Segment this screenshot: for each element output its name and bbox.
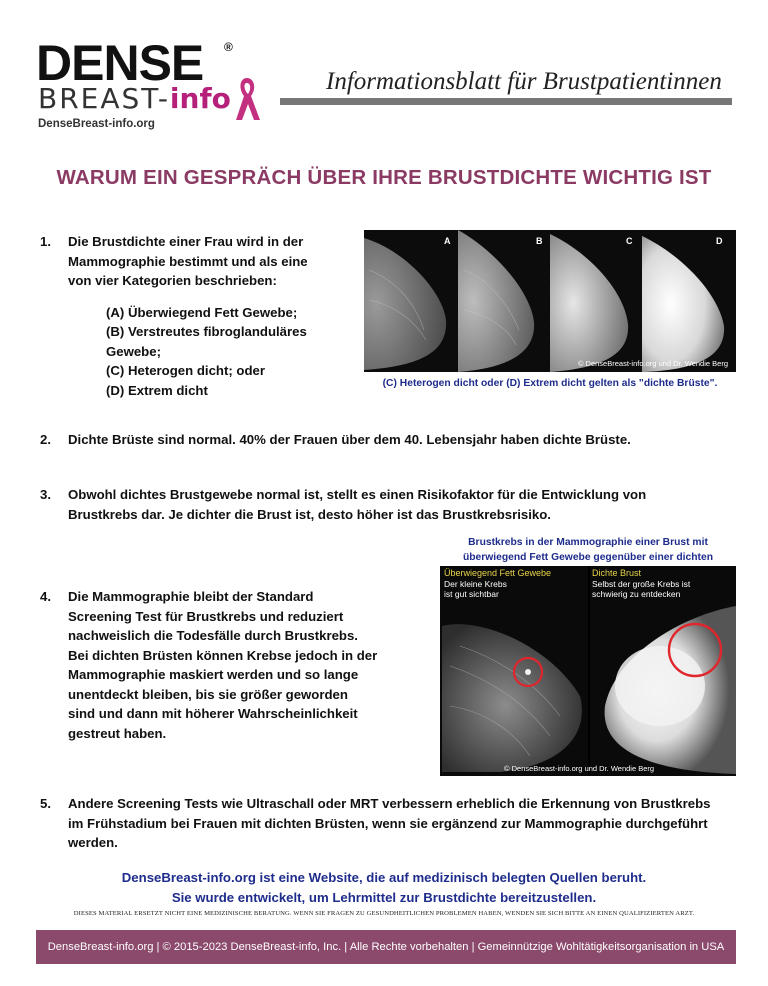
density-categories-image (364, 230, 736, 372)
item-line: werden. (68, 835, 118, 850)
item-number: 3. (40, 487, 51, 502)
density-image-caption: (C) Heterogen dicht oder (D) Extrem dicht gelten als "dichte Brüste". (382, 378, 718, 389)
list-item-1 (40, 232, 360, 400)
fatty-breast-label: Überwiegend Fett Gewebe (444, 568, 552, 578)
header-divider-bar (280, 98, 732, 105)
item-line: von vier Kategorien beschrieben: (68, 273, 277, 288)
header-title: Informationsblatt für Brustpatientinnen (326, 68, 722, 95)
item-line: Die Mammographie bleibt der Standard (68, 589, 314, 604)
item-line: Screening Test für Brustkrebs und reduziert (68, 608, 344, 624)
logo-breast-text (38, 84, 231, 114)
page-header (0, 0, 768, 140)
cancer-comparison-image (440, 566, 736, 776)
item-line: Brustkrebs dar. Je dichter die Brust ist, desto höher ist das Brustkrebsrisiko. (68, 506, 551, 522)
item-line: gestreut haben. (68, 725, 167, 741)
logo-info-word: info (169, 82, 231, 115)
fatty-breast-sub1: Der kleine Krebs (444, 579, 507, 589)
density-label-b: B (536, 236, 543, 246)
item-line: Obwohl dichtes Brustgewebe normal ist, stellt es einen Risikofaktor für die Entwicklung von (68, 487, 647, 502)
list-item-5 (40, 794, 740, 853)
item-number: 4. (40, 589, 51, 604)
density-label-c: C (626, 236, 633, 246)
main-title: WARUM EIN GESPRÄCH ÜBER IHRE BRUSTDICHTE WICHTIG IST (56, 166, 712, 189)
item-line: im Frühstadium bei Frauen mit dichten Brüsten, wenn sie ergänzend zur Mammographie durchgeführt (68, 815, 708, 831)
list-item-3 (40, 485, 740, 524)
densebreast-logo[interactable] (36, 35, 276, 134)
item-number: 5. (40, 796, 51, 811)
medical-disclaimer: DIESES MATERIAL ERSETZT NICHT EINE MEDIZINISCHE BERATUNG. WENN SIE FRAGEN ZU GESUNDHEITLICHEN PROBLEMEN HABEN, WENDEN SIE SICH BITTE AN EINEN QUALIFIZIERTEN ARZT. (73, 910, 695, 917)
dense-breast-sub2: schwierig zu entdecken (592, 589, 681, 599)
dense-breast-label: Dichte Brust (592, 568, 642, 578)
pink-ribbon-icon (232, 74, 262, 124)
density-label-a: A (444, 236, 451, 246)
item-line: Andere Screening Tests wie Ultraschall oder MRT verbessern erheblich die Erkennung von Brustkrebs (68, 796, 711, 811)
category-d: (D) Extrem dicht (106, 382, 208, 398)
item-line: unentdeckt bleiben, bis sie größer geworden (68, 686, 348, 702)
logo-dense-text: DENSE (36, 35, 204, 91)
list-item-4 (40, 587, 440, 743)
website-note-line1: DenseBreast-info.org ist eine Website, die auf medizinisch belegten Quellen beruht. (121, 870, 647, 885)
website-note (0, 868, 768, 908)
item-line: Mammographie bestimmt und als eine (68, 253, 308, 269)
caption-line: Brustkrebs in der Mammographie einer Brust mit (468, 537, 708, 548)
fatty-breast-sub2: ist gut sichtbar (444, 589, 499, 599)
footer-bar: DenseBreast-info.org | © 2015-2023 DenseBreast-info, Inc. | Alle Rechte vorbehalten | Gemeinnützige Wohltätigkeitsorganisation in USA (36, 930, 736, 964)
logo-url: DenseBreast-info.org (38, 118, 155, 130)
density-label-d: D (716, 236, 723, 246)
logo-breast-word: BREAST- (38, 82, 170, 115)
category-c: (C) Heterogen dicht; oder (106, 363, 265, 378)
item-line: Bei dichten Brüsten können Krebse jedoch in der (68, 647, 378, 663)
item-number: 1. (40, 234, 51, 249)
item-number: 2. (40, 432, 51, 447)
cancer-image-credit: © DenseBreast-info.org und Dr. Wendie Berg (504, 764, 655, 773)
item-line: sind und dann mit höherer Wahrscheinlichkeit (68, 706, 358, 721)
density-categories (106, 303, 360, 401)
caption-line: überwiegend Fett Gewebe gegenüber einer dichten (462, 552, 714, 563)
cancer-image-caption (440, 535, 736, 565)
item-line: Dichte Brüste sind normal. 40% der Frauen über dem 40. Lebensjahr haben dichte Brüste. (68, 432, 631, 447)
website-note-line2: Sie wurde entwickelt, um Lehrmittel zur Brustdichte bereitzustellen. (171, 890, 597, 905)
density-image-credit: © DenseBreast-info.org und Dr. Wendie Berg (577, 359, 728, 368)
item-line: Mammographie maskiert werden und so lange (68, 667, 359, 682)
logo-registered-mark: ® (224, 40, 233, 54)
item-line: nachweislich die Todesfälle durch Brustkrebs. (68, 628, 358, 643)
category-a: (A) Überwiegend Fett Gewebe; (106, 304, 298, 320)
category-b: (B) Verstreutes fibroglanduläres Gewebe; (106, 324, 307, 359)
item-line: Die Brustdichte einer Frau wird in der (68, 234, 304, 249)
list-item-2 (40, 430, 740, 450)
dense-breast-sub1: Selbst der große Krebs ist (592, 579, 691, 589)
